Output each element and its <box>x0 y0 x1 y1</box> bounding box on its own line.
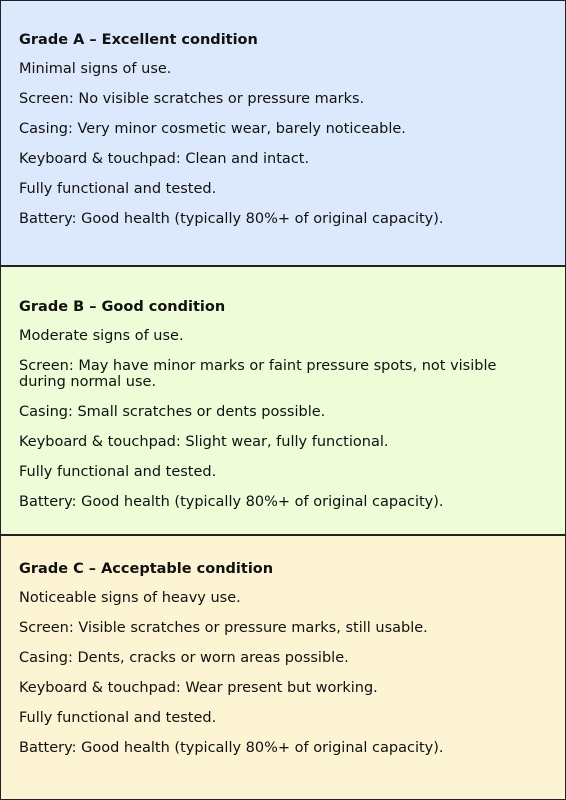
grade-b-item: Screen: May have minor marks or faint pressure spots, not visible during normal use. <box>19 358 497 390</box>
grade-b-item: Casing: Small scratches or dents possible. <box>19 404 326 420</box>
grade-a-item: Keyboard & touchpad: Clean and intact. <box>19 151 310 167</box>
grade-a-item: Battery: Good health (typically 80%+ of original capacity). <box>19 211 444 227</box>
grade-b-item: Moderate signs of use. <box>19 328 184 344</box>
grade-b-item: Fully functional and tested. <box>19 464 217 480</box>
grade-c-list <box>19 590 547 756</box>
grade-a-title: Grade A – Excellent condition <box>19 32 258 48</box>
grade-c-item: Noticeable signs of heavy use. <box>19 590 241 606</box>
grade-a-item: Fully functional and tested. <box>19 181 217 197</box>
grade-c-item: Casing: Dents, cracks or worn areas possible. <box>19 650 349 666</box>
grade-b-title: Grade B – Good condition <box>19 299 226 315</box>
grade-b-card <box>0 267 566 536</box>
grade-a-item: Casing: Very minor cosmetic wear, barely noticeable. <box>19 121 406 137</box>
grade-a-item: Minimal signs of use. <box>19 61 172 77</box>
grade-a-card <box>0 0 566 267</box>
grade-c-item: Keyboard & touchpad: Wear present but working. <box>19 680 378 696</box>
grade-c-item: Screen: Visible scratches or pressure marks, still usable. <box>19 620 428 636</box>
grade-b-item: Keyboard & touchpad: Slight wear, fully functional. <box>19 434 389 450</box>
grade-b-item: Battery: Good health (typically 80%+ of original capacity). <box>19 494 444 510</box>
grade-c-item: Fully functional and tested. <box>19 710 217 726</box>
grade-c-card <box>0 536 566 800</box>
grade-c-title: Grade C – Acceptable condition <box>19 561 274 577</box>
grade-c-item: Battery: Good health (typically 80%+ of original capacity). <box>19 740 444 756</box>
grade-a-item: Screen: No visible scratches or pressure marks. <box>19 91 365 107</box>
grade-b-list <box>19 328 547 510</box>
grade-a-list <box>19 61 547 227</box>
